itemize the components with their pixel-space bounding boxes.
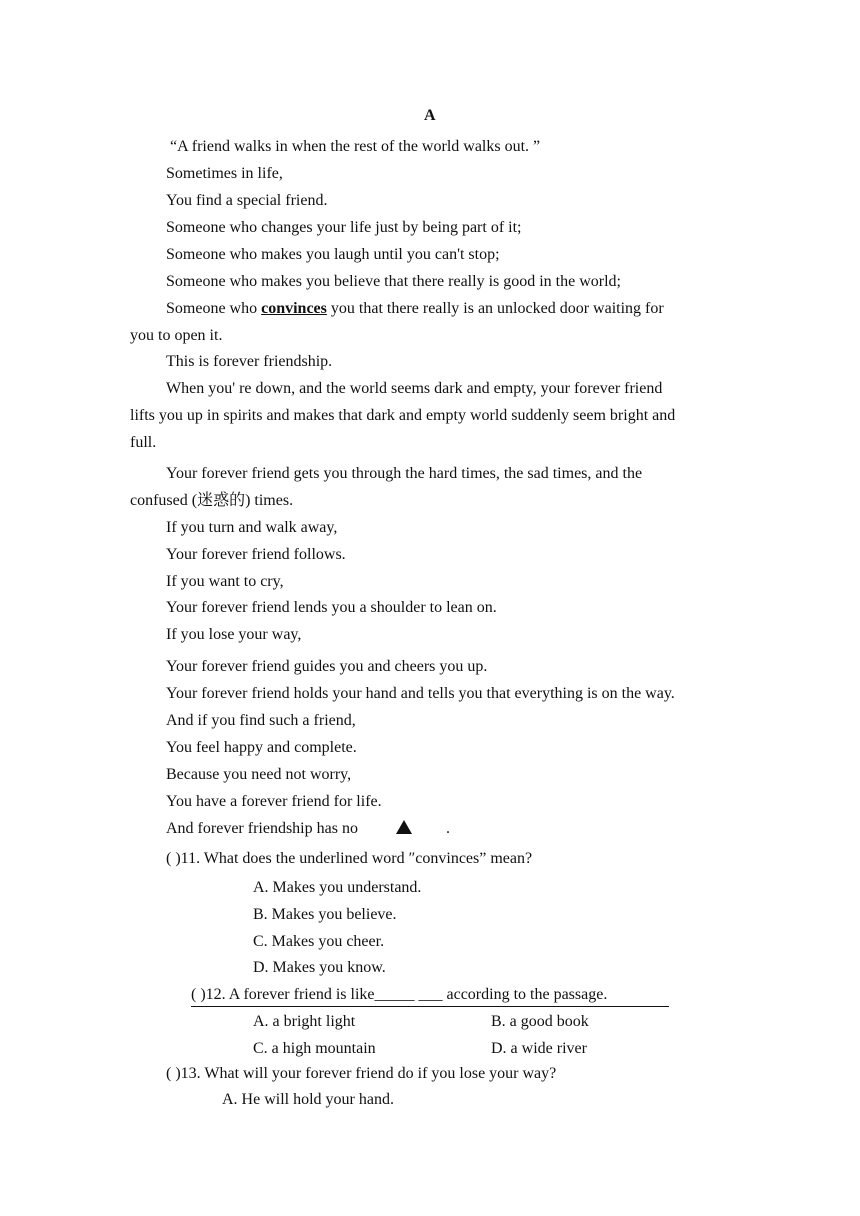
passage-text: And forever friendship has no (166, 820, 358, 837)
passage-line: Someone who makes you laugh until you can't stop; (166, 246, 500, 263)
passage-line: Your forever friend holds your hand and tells you that everything is on the way. (166, 685, 675, 702)
passage-line: You find a special friend. (166, 192, 328, 209)
passage-line: Your forever friend gets you through the hard times, the sad times, and the (166, 465, 643, 482)
passage-line (166, 299, 664, 319)
passage-line: full. (130, 434, 157, 451)
blank-triangle-icon (396, 820, 412, 834)
passage-line: When you' re down, and the world seems dark and empty, your forever friend (166, 380, 663, 397)
passage-line: Sometimes in life, (166, 165, 283, 182)
option-12-b: B. a good book (491, 1013, 589, 1030)
passage-line: Because you need not worry, (166, 766, 352, 783)
passage-line: Someone who changes your life just by being part of it; (166, 219, 522, 236)
option-12-d: D. a wide river (491, 1040, 587, 1057)
passage-line: you to open it. (130, 327, 223, 344)
section-title: A (424, 107, 436, 124)
divider (191, 1006, 669, 1007)
passage-line: This is forever friendship. (166, 353, 333, 370)
passage-line: Your forever friend lends you a shoulder to lean on. (166, 599, 497, 616)
option-11-a: A. Makes you understand. (253, 879, 422, 896)
option-12-c: C. a high mountain (253, 1040, 376, 1057)
passage-line: Your forever friend follows. (166, 546, 346, 563)
passage-line: Someone who makes you believe that there really is good in the world; (166, 273, 621, 290)
passage-line: You have a forever friend for life. (166, 793, 382, 810)
passage-line: If you turn and walk away, (166, 519, 338, 536)
passage-line: If you lose your way, (166, 626, 302, 643)
option-12-a: A. a bright light (253, 1013, 356, 1030)
passage-text: . (445, 820, 450, 837)
question-12-stem: ( )12. A forever friend is like_____ ___ according to the passage. (191, 986, 608, 1003)
underlined-word: convinces (261, 300, 327, 317)
passage-line: confused (迷惑的) times. (130, 492, 294, 509)
passage-text: Someone who (166, 300, 262, 317)
passage-line (166, 819, 450, 839)
passage-text: you that there really is an unlocked door waiting for (326, 300, 664, 317)
option-11-b: B. Makes you believe. (253, 906, 397, 923)
passage-line: If you want to cry, (166, 573, 284, 590)
option-11-d: D. Makes you know. (253, 959, 386, 976)
question-13-stem: ( )13. What will your forever friend do if you lose your way? (166, 1065, 557, 1082)
passage-line: Your forever friend guides you and cheers you up. (166, 658, 488, 675)
question-11-stem: ( )11. What does the underlined word ″convinces” mean? (166, 850, 533, 867)
option-11-c: C. Makes you cheer. (253, 933, 385, 950)
passage-line: “A friend walks in when the rest of the world walks out. ” (170, 138, 541, 155)
passage-line: lifts you up in spirits and makes that dark and empty world suddenly seem bright and (130, 407, 676, 424)
passage-line: You feel happy and complete. (166, 739, 357, 756)
option-13-a: A. He will hold your hand. (222, 1091, 394, 1108)
passage-line: And if you find such a friend, (166, 712, 356, 729)
